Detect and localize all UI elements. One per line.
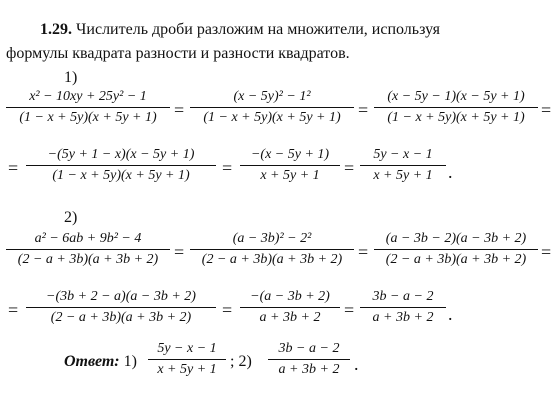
fraction-bar [374,249,538,250]
fraction-bar [190,249,354,250]
equals-sign: = [358,100,369,120]
fraction-bar [360,165,446,166]
equals-sign: = [174,100,185,120]
part1-row1-fraction-3 [374,88,538,127]
fraction-denominator: (1 − x + 5y)(x + 5y + 1) [203,110,341,125]
part2-label: 2) [64,209,78,226]
answer-label: Ответ: [64,353,120,370]
fraction-bar [190,107,354,108]
fraction-numerator: −(5y + 1 − x)(x − 5y + 1) [47,147,195,162]
fraction-numerator: −(a − 3b + 2) [250,289,330,304]
equals-sign: = [8,158,19,178]
period: . [354,354,359,374]
fraction-denominator: (1 − x + 5y)(x + 5y + 1) [52,168,190,183]
part2-row2-fraction-1 [26,288,216,327]
fraction-denominator: a + 3b + 2 [259,310,321,325]
equals-sign: = [358,242,369,262]
fraction-numerator: (x − 5y)² − 1² [233,89,311,104]
equals-sign: = [344,300,355,320]
fraction-denominator: (2 − a + 3b)(a + 3b + 2) [385,252,527,267]
fraction-bar [26,307,216,308]
fraction-bar [6,249,170,250]
problem-intro-line1: Числитель дроби разложим на множители, используя [76,21,441,38]
part1-row1-fraction-1 [6,88,170,127]
period: . [448,304,453,324]
fraction-bar [268,359,350,360]
period: . [448,162,453,182]
part1-label: 1) [64,69,78,86]
fraction-bar [240,165,340,166]
equals-sign: = [344,158,355,178]
equals-sign: = [8,300,19,320]
part2-row2-fraction-2 [240,288,340,327]
fraction-bar [26,165,216,166]
fraction-denominator: (2 − a + 3b)(a + 3b + 2) [50,310,192,325]
fraction-denominator: (1 − x + 5y)(x + 5y + 1) [387,110,525,125]
answer-part1-label: 1) [123,353,137,370]
fraction-numerator: 3b − a − 2 [278,341,340,356]
fraction-numerator: 5y − x − 1 [373,147,433,162]
part1-row2-fraction-3 [360,146,446,185]
fraction-denominator: x + 5y + 1 [373,168,433,183]
fraction-numerator: (x − 5y − 1)(x − 5y + 1) [387,89,525,104]
part1-row2-fraction-1 [26,146,216,185]
answer-separator: ; 2) [230,353,252,370]
fraction-denominator: x + 5y + 1 [157,362,217,377]
fraction-bar [374,107,538,108]
equals-sign: = [541,242,551,262]
fraction-numerator: −(x − 5y + 1) [250,147,330,162]
problem-intro-line2: формулы квадрата разности и разности квадратов. [6,45,350,62]
problem-number: 1.29. [40,21,72,38]
fraction-numerator: 3b − a − 2 [372,289,434,304]
fraction-numerator: (a − 3b)² − 2² [232,231,312,246]
problem-header [40,20,440,40]
fraction-numerator: −(3b + 2 − a)(a − 3b + 2) [46,289,196,304]
answer-fraction-1 [148,340,226,379]
part2-row1-fraction-2 [190,230,354,269]
fraction-bar [148,359,226,360]
part2-row2-fraction-3 [360,288,446,327]
fraction-denominator: (1 − x + 5y)(x + 5y + 1) [19,110,157,125]
fraction-numerator: (a − 3b − 2)(a − 3b + 2) [385,231,527,246]
fraction-denominator: a + 3b + 2 [278,362,340,377]
fraction-numerator: x² − 10xy + 25y² − 1 [29,89,147,104]
answer-fraction-2 [268,340,350,379]
equals-sign: = [174,242,185,262]
fraction-bar [6,107,170,108]
fraction-denominator: (2 − a + 3b)(a + 3b + 2) [201,252,343,267]
equals-sign: = [541,100,551,120]
fraction-denominator: (2 − a + 3b)(a + 3b + 2) [17,252,159,267]
equals-sign: = [222,158,233,178]
fraction-denominator: x + 5y + 1 [260,168,320,183]
fraction-bar [360,307,446,308]
part2-row1-fraction-1 [6,230,170,269]
answer-line [64,352,137,372]
fraction-bar [240,307,340,308]
fraction-numerator: 5y − x − 1 [157,341,217,356]
equals-sign: = [222,300,233,320]
part1-row1-fraction-2 [190,88,354,127]
fraction-numerator: a² − 6ab + 9b² − 4 [34,231,142,246]
part2-row1-fraction-3 [374,230,538,269]
part1-row2-fraction-2 [240,146,340,185]
fraction-denominator: a + 3b + 2 [372,310,434,325]
